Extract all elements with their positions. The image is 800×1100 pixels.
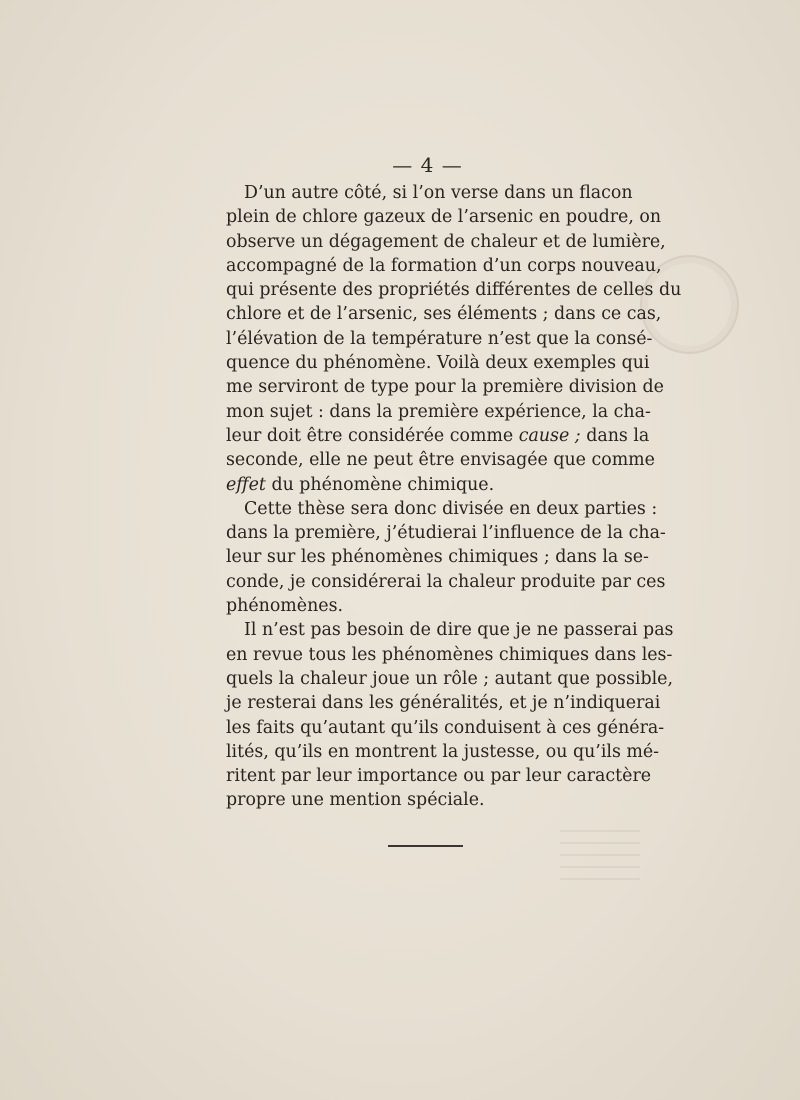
text-line: me serviront de type pour la première division de	[226, 377, 664, 398]
text-fragment: du phénomène chimique.	[271, 474, 495, 495]
text-line: D’un autre côté, si l’on verse dans un flacon	[244, 183, 633, 203]
text-line: lités, qu’ils en montrent la justesse, ou qu’ils mé-	[226, 741, 660, 762]
text-line: seconde, elle ne peut être envisagée que comme	[226, 450, 655, 471]
text-line: quence du phénomène. Voilà deux exemples qui	[226, 353, 650, 374]
text-line: plein de chlore gazeux de l’arsenic en poudre, on	[226, 207, 662, 228]
text-line: Cette thèse sera donc divisée en deux parties :	[244, 498, 658, 519]
text-line: quels la chaleur joue un rôle ; autant que possible,	[226, 668, 673, 689]
italic-word-cause: cause ;	[518, 425, 581, 446]
text-line: je resterai dans les généralités, et je n’indiquerai	[226, 693, 661, 714]
text-line: observe un dégagement de chaleur et de lumière,	[226, 231, 666, 252]
text-line-with-italic	[226, 424, 650, 448]
text-line: ritent par leur importance ou par leur caractère	[226, 766, 652, 787]
text-line: qui présente des propriétés différentes de celles du	[226, 280, 682, 301]
body-text	[226, 181, 682, 813]
text-line-with-italic	[226, 473, 630, 497]
text-line: conde, je considérerai la chaleur produite par ces	[226, 571, 666, 592]
paragraph-2	[226, 497, 666, 618]
text-fragment: leur doit être considérée comme	[226, 425, 514, 446]
text-line: accompagné de la formation d’un corps nouveau,	[226, 255, 662, 276]
text-line: Il n’est pas besoin de dire que je ne passerai pas	[244, 620, 674, 641]
page-number: — 4 —	[392, 153, 463, 177]
text-line: mon sujet : dans la première expérience, la cha-	[226, 401, 651, 422]
show-through-texture	[560, 830, 640, 880]
text-line: leur sur les phénomènes chimiques ; dans la se-	[226, 547, 649, 568]
text-fragment: dans la	[586, 425, 650, 446]
text-line: chlore et de l’arsenic, ses éléments ; dans ce cas,	[226, 304, 662, 325]
closing-rule	[388, 845, 463, 847]
paragraph-1	[226, 181, 682, 497]
text-line: phénomènes.	[226, 596, 344, 617]
italic-word-effet: effet	[226, 474, 266, 495]
text-line: propre une mention spéciale.	[226, 790, 485, 811]
text-line: dans la première, j’étudierai l’influence de la cha-	[226, 523, 666, 544]
text-line: en revue tous les phénomènes chimiques dans les-	[226, 644, 673, 665]
text-line: l’élévation de la température n’est que la consé-	[226, 328, 653, 349]
paragraph-3	[226, 618, 674, 812]
text-line: les faits qu’autant qu’ils conduisent à ces généra-	[226, 717, 665, 738]
